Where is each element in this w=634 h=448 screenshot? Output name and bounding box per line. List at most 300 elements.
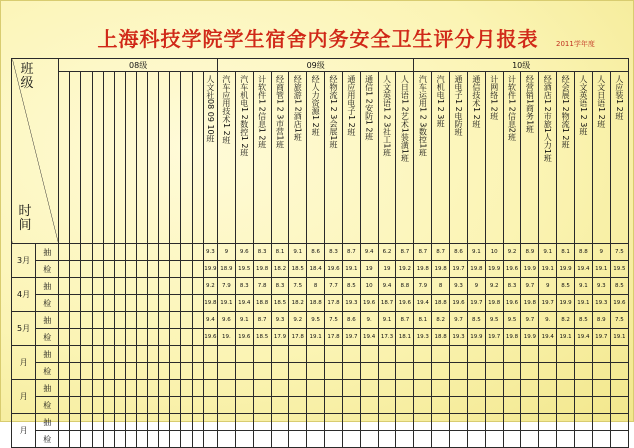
score-cell xyxy=(521,431,539,448)
score-cell xyxy=(253,346,271,363)
score-cell xyxy=(203,414,217,431)
score-cell xyxy=(592,380,610,397)
blank-score-cell xyxy=(148,363,159,380)
class-name-cell xyxy=(342,72,360,244)
score-cell xyxy=(396,431,414,448)
score-cell: 8 xyxy=(307,278,325,295)
score-cell: 8.1 xyxy=(414,312,432,329)
blank-class-column xyxy=(137,72,148,244)
blank-class-column xyxy=(70,72,81,244)
score-cell: 9. xyxy=(360,312,378,329)
blank-score-cell xyxy=(192,329,203,346)
blank-score-cell xyxy=(181,363,192,380)
score-cell xyxy=(485,397,503,414)
score-cell xyxy=(271,397,289,414)
score-cell: 19.7 xyxy=(539,295,557,312)
score-cell: 18.7 xyxy=(378,295,396,312)
score-cell: 9.4 xyxy=(203,312,217,329)
score-cell: 8.3 xyxy=(253,244,271,261)
score-cell: 9.2 xyxy=(485,278,503,295)
score-cell xyxy=(218,397,236,414)
blank-score-cell xyxy=(181,346,192,363)
score-cell xyxy=(218,380,236,397)
blank-score-cell xyxy=(192,278,203,295)
class-name: 通信1 2安防1 2班 xyxy=(364,75,374,141)
score-cell xyxy=(218,414,236,431)
blank-score-cell xyxy=(92,380,103,397)
inspection-type: 检 xyxy=(36,329,59,346)
blank-score-cell xyxy=(92,244,103,261)
class-name-cell xyxy=(203,72,217,244)
blank-score-cell xyxy=(59,244,70,261)
blank-score-cell xyxy=(114,363,125,380)
score-cell xyxy=(574,397,592,414)
score-cell: 19.8 xyxy=(467,261,485,278)
blank-score-cell xyxy=(103,414,114,431)
blank-score-cell xyxy=(125,278,136,295)
score-cell xyxy=(271,431,289,448)
blank-score-cell xyxy=(137,397,148,414)
score-cell: 18.2 xyxy=(289,295,307,312)
class-name: 经会展1 2物流1 2班 xyxy=(561,75,571,149)
class-name-cell xyxy=(467,72,485,244)
score-cell: 19 xyxy=(360,261,378,278)
score-cell: 7.5 xyxy=(289,278,307,295)
score-cell xyxy=(396,380,414,397)
class-name: 经商管1 2 3市营1班 xyxy=(275,75,285,149)
score-cell: 19.3 xyxy=(450,329,468,346)
score-cell xyxy=(557,346,575,363)
score-cell xyxy=(342,346,360,363)
blank-score-cell xyxy=(59,397,70,414)
score-cell xyxy=(503,363,521,380)
blank-score-cell xyxy=(192,244,203,261)
score-cell: 17.9 xyxy=(271,329,289,346)
class-name-cell xyxy=(289,72,307,244)
score-cell: 19.7 xyxy=(450,261,468,278)
blank-score-cell xyxy=(170,380,181,397)
score-cell xyxy=(557,397,575,414)
score-cell: 10 xyxy=(485,244,503,261)
month-label: 4月 xyxy=(12,278,36,312)
blank-score-cell xyxy=(192,380,203,397)
score-cell: 8.2 xyxy=(432,312,450,329)
score-cell: 9.1 xyxy=(289,244,307,261)
blank-score-cell xyxy=(125,397,136,414)
score-cell: 18.5 xyxy=(253,329,271,346)
score-cell xyxy=(467,346,485,363)
score-cell xyxy=(450,346,468,363)
class-name: 人应装1 2班 xyxy=(614,75,624,120)
blank-score-cell xyxy=(137,380,148,397)
blank-score-cell xyxy=(92,346,103,363)
score-cell xyxy=(218,346,236,363)
score-table xyxy=(11,58,629,448)
score-cell: 19.9 xyxy=(557,295,575,312)
score-cell: 7.5 xyxy=(325,312,343,329)
score-cell: 8.7 xyxy=(432,244,450,261)
blank-class-column xyxy=(125,72,136,244)
blank-score-cell xyxy=(181,329,192,346)
blank-score-cell xyxy=(92,414,103,431)
score-row xyxy=(12,312,629,329)
blank-score-cell xyxy=(137,363,148,380)
score-cell: 19.6 xyxy=(325,261,343,278)
blank-score-cell xyxy=(70,278,81,295)
blank-score-cell xyxy=(170,397,181,414)
score-cell xyxy=(235,414,253,431)
blank-score-cell xyxy=(81,397,92,414)
score-cell xyxy=(610,431,628,448)
score-cell: 19.1 xyxy=(307,329,325,346)
blank-score-cell xyxy=(59,431,70,448)
score-cell: 19.1 xyxy=(557,329,575,346)
score-cell: 9.5 xyxy=(503,312,521,329)
inspection-type: 抽 xyxy=(36,380,59,397)
score-cell: 8.7 xyxy=(253,312,271,329)
score-cell xyxy=(485,380,503,397)
blank-score-cell xyxy=(81,295,92,312)
score-cell xyxy=(378,363,396,380)
inspection-type: 抽 xyxy=(36,346,59,363)
score-cell: 18.4 xyxy=(307,261,325,278)
page-title: 上海科技学院学生宿舍内务安全卫生评分月报表 xyxy=(97,27,539,51)
blank-score-cell xyxy=(125,380,136,397)
class-axis-label: 班级 xyxy=(20,62,34,91)
score-cell: 19.6 xyxy=(503,261,521,278)
score-cell xyxy=(432,431,450,448)
score-cell xyxy=(289,414,307,431)
blank-score-cell xyxy=(192,346,203,363)
blank-score-cell xyxy=(92,278,103,295)
blank-score-cell xyxy=(103,329,114,346)
score-cell: 8.5 xyxy=(610,278,628,295)
inspection-type: 检 xyxy=(36,295,59,312)
class-name-cell xyxy=(592,72,610,244)
score-cell: 19.1 xyxy=(342,261,360,278)
blank-score-cell xyxy=(125,244,136,261)
class-name: 人文社08 09 10班 xyxy=(205,75,215,143)
blank-class-column xyxy=(148,72,159,244)
score-cell: 19.9 xyxy=(521,261,539,278)
blank-score-cell xyxy=(181,380,192,397)
month-label: 月 xyxy=(12,380,36,414)
score-row xyxy=(12,346,629,363)
inspection-type: 抽 xyxy=(36,414,59,431)
blank-score-cell xyxy=(125,346,136,363)
score-cell xyxy=(342,363,360,380)
class-name-cell xyxy=(325,72,343,244)
score-cell: 19.8 xyxy=(432,261,450,278)
score-cell xyxy=(271,380,289,397)
class-name: 通应用电子1 2班 xyxy=(346,75,356,136)
score-cell xyxy=(503,346,521,363)
score-cell xyxy=(289,431,307,448)
blank-score-cell xyxy=(148,278,159,295)
score-cell xyxy=(539,380,557,397)
class-name: 汽车运用1 2 3数控1班 xyxy=(418,75,428,157)
score-cell: 8.9 xyxy=(521,244,539,261)
score-cell xyxy=(289,363,307,380)
score-cell: 7.8 xyxy=(253,278,271,295)
blank-score-cell xyxy=(181,295,192,312)
blank-score-cell xyxy=(192,414,203,431)
score-cell xyxy=(378,346,396,363)
blank-score-cell xyxy=(137,312,148,329)
blank-score-cell xyxy=(192,261,203,278)
blank-score-cell xyxy=(103,346,114,363)
class-name: 人日语1 2艺术1装潢1班 xyxy=(400,75,410,162)
score-cell: 9.2 xyxy=(503,244,521,261)
score-cell xyxy=(342,380,360,397)
score-cell: 9.3 xyxy=(203,244,217,261)
score-cell: 8.5 xyxy=(574,312,592,329)
score-cell xyxy=(360,414,378,431)
blank-score-cell xyxy=(192,363,203,380)
score-cell: 19.8 xyxy=(414,261,432,278)
score-cell xyxy=(253,397,271,414)
blank-score-cell xyxy=(148,397,159,414)
class-name-cell xyxy=(360,72,378,244)
score-cell: 8.7 xyxy=(396,244,414,261)
score-cell: 8.3 xyxy=(325,244,343,261)
blank-score-cell xyxy=(114,397,125,414)
blank-score-cell xyxy=(192,397,203,414)
score-cell: 18.8 xyxy=(432,329,450,346)
blank-score-cell xyxy=(170,312,181,329)
score-cell: 18.5 xyxy=(289,261,307,278)
blank-score-cell xyxy=(170,295,181,312)
score-cell: 19.2 xyxy=(396,261,414,278)
score-cell xyxy=(539,346,557,363)
score-cell xyxy=(414,380,432,397)
class-name-cell xyxy=(307,72,325,244)
blank-score-cell xyxy=(103,431,114,448)
score-cell xyxy=(325,363,343,380)
blank-score-cell xyxy=(159,312,170,329)
blank-score-cell xyxy=(114,414,125,431)
blank-class-column xyxy=(181,72,192,244)
corner-cell xyxy=(12,59,59,244)
class-name: 计软件1 2信息1 2班 xyxy=(257,75,267,149)
score-cell xyxy=(414,363,432,380)
blank-score-cell xyxy=(159,414,170,431)
blank-class-column xyxy=(192,72,203,244)
blank-score-cell xyxy=(125,312,136,329)
class-name-cell xyxy=(539,72,557,244)
blank-score-cell xyxy=(181,278,192,295)
score-cell: 7.9 xyxy=(414,278,432,295)
score-cell xyxy=(503,380,521,397)
score-cell xyxy=(235,380,253,397)
blank-score-cell xyxy=(103,363,114,380)
score-cell xyxy=(396,397,414,414)
score-cell: 9.3 xyxy=(271,312,289,329)
blank-class-column xyxy=(159,72,170,244)
score-cell xyxy=(521,363,539,380)
score-cell xyxy=(325,414,343,431)
score-cell: 7.7 xyxy=(325,278,343,295)
score-row xyxy=(12,329,629,346)
score-cell xyxy=(592,397,610,414)
blank-score-cell xyxy=(59,295,70,312)
class-name: 人文日语1 2班 xyxy=(596,75,606,128)
score-cell xyxy=(592,346,610,363)
score-cell: 10 xyxy=(360,278,378,295)
blank-score-cell xyxy=(70,363,81,380)
class-name-cell xyxy=(271,72,289,244)
score-cell: 8.8 xyxy=(574,244,592,261)
score-cell: 9.6 xyxy=(235,244,253,261)
score-cell: 8.5 xyxy=(467,312,485,329)
blank-score-cell xyxy=(114,380,125,397)
score-cell: 9.4 xyxy=(378,278,396,295)
score-cell: 9.7 xyxy=(521,312,539,329)
blank-score-cell xyxy=(125,261,136,278)
score-cell xyxy=(592,363,610,380)
blank-score-cell xyxy=(159,278,170,295)
blank-class-column xyxy=(170,72,181,244)
blank-score-cell xyxy=(81,278,92,295)
score-cell: 19.3 xyxy=(414,329,432,346)
score-cell xyxy=(610,380,628,397)
score-cell xyxy=(218,431,236,448)
score-cell xyxy=(307,414,325,431)
blank-score-cell xyxy=(148,431,159,448)
score-row xyxy=(12,295,629,312)
class-name-cell xyxy=(521,72,539,244)
score-cell xyxy=(485,346,503,363)
class-name-cell xyxy=(396,72,414,244)
score-cell: 9.1 xyxy=(574,278,592,295)
blank-score-cell xyxy=(103,244,114,261)
score-cell xyxy=(307,431,325,448)
score-cell: 9.7 xyxy=(521,278,539,295)
score-cell xyxy=(342,397,360,414)
score-cell: 19.4 xyxy=(539,329,557,346)
score-cell xyxy=(203,346,217,363)
score-cell xyxy=(450,431,468,448)
score-cell: 9.3 xyxy=(592,278,610,295)
score-cell xyxy=(378,414,396,431)
blank-score-cell xyxy=(159,397,170,414)
class-name: 计软件1 2信息2班 xyxy=(507,75,517,141)
score-cell: 8.6 xyxy=(342,312,360,329)
class-name: 经旅游1 2酒店1班 xyxy=(293,75,303,141)
inspection-type: 检 xyxy=(36,261,59,278)
score-cell: 9.1 xyxy=(539,244,557,261)
score-cell: 19.5 xyxy=(610,261,628,278)
grade-08-header: 08级 xyxy=(59,59,218,72)
score-cell xyxy=(360,346,378,363)
score-cell: 18.5 xyxy=(271,295,289,312)
month-label: 月 xyxy=(12,414,36,448)
month-label: 5月 xyxy=(12,312,36,346)
blank-score-cell xyxy=(70,295,81,312)
score-cell: 19.1 xyxy=(592,261,610,278)
blank-class-column xyxy=(103,72,114,244)
score-cell: 19.8 xyxy=(253,261,271,278)
blank-score-cell xyxy=(159,363,170,380)
score-cell xyxy=(467,363,485,380)
blank-score-cell xyxy=(103,261,114,278)
blank-class-column xyxy=(81,72,92,244)
score-cell xyxy=(557,363,575,380)
score-cell xyxy=(271,346,289,363)
blank-score-cell xyxy=(125,414,136,431)
score-cell xyxy=(414,397,432,414)
score-cell: 17.3 xyxy=(378,329,396,346)
score-cell: 9.1 xyxy=(467,244,485,261)
score-row xyxy=(12,278,629,295)
blank-score-cell xyxy=(114,346,125,363)
score-cell: 8.1 xyxy=(271,244,289,261)
score-cell: 19.5 xyxy=(235,261,253,278)
class-name: 计网络1 2班 xyxy=(489,75,499,120)
score-cell: 6.2 xyxy=(378,244,396,261)
score-cell xyxy=(574,431,592,448)
time-axis-label: 时间 xyxy=(18,204,32,233)
score-cell: 8.7 xyxy=(342,244,360,261)
blank-score-cell xyxy=(181,244,192,261)
score-cell xyxy=(414,346,432,363)
score-cell xyxy=(396,414,414,431)
class-header-row xyxy=(12,72,629,244)
score-cell xyxy=(539,363,557,380)
score-cell xyxy=(396,363,414,380)
score-cell xyxy=(610,363,628,380)
score-cell: 17.8 xyxy=(325,329,343,346)
blank-score-cell xyxy=(181,261,192,278)
score-cell xyxy=(557,380,575,397)
score-cell xyxy=(414,431,432,448)
blank-score-cell xyxy=(81,431,92,448)
blank-score-cell xyxy=(159,295,170,312)
score-cell xyxy=(450,363,468,380)
blank-class-column xyxy=(59,72,70,244)
score-cell: 19.7 xyxy=(342,329,360,346)
score-cell xyxy=(360,431,378,448)
class-name: 经物流1 2 3会展1班 xyxy=(328,75,338,149)
score-cell xyxy=(325,397,343,414)
score-cell: 9.1 xyxy=(378,312,396,329)
score-cell: 8.6 xyxy=(307,244,325,261)
inspection-type: 抽 xyxy=(36,278,59,295)
score-cell xyxy=(539,397,557,414)
score-cell: 19.6 xyxy=(235,329,253,346)
class-name: 经酒店1 2市旅1人力1班 xyxy=(543,75,553,162)
blank-score-cell xyxy=(59,329,70,346)
score-cell xyxy=(592,414,610,431)
score-cell: 19.4 xyxy=(574,261,592,278)
score-cell: 18.8 xyxy=(307,295,325,312)
score-cell xyxy=(203,363,217,380)
school-year: 2011学年度 xyxy=(556,40,595,48)
score-row xyxy=(12,261,629,278)
score-cell xyxy=(485,363,503,380)
class-name-cell xyxy=(557,72,575,244)
score-cell xyxy=(253,380,271,397)
blank-score-cell xyxy=(170,278,181,295)
class-name-cell xyxy=(253,72,271,244)
score-cell: 19.3 xyxy=(342,295,360,312)
score-cell xyxy=(235,431,253,448)
blank-score-cell xyxy=(192,295,203,312)
score-cell xyxy=(342,431,360,448)
blank-score-cell xyxy=(137,295,148,312)
score-cell: 19. xyxy=(218,329,236,346)
score-cell: 7.5 xyxy=(610,244,628,261)
